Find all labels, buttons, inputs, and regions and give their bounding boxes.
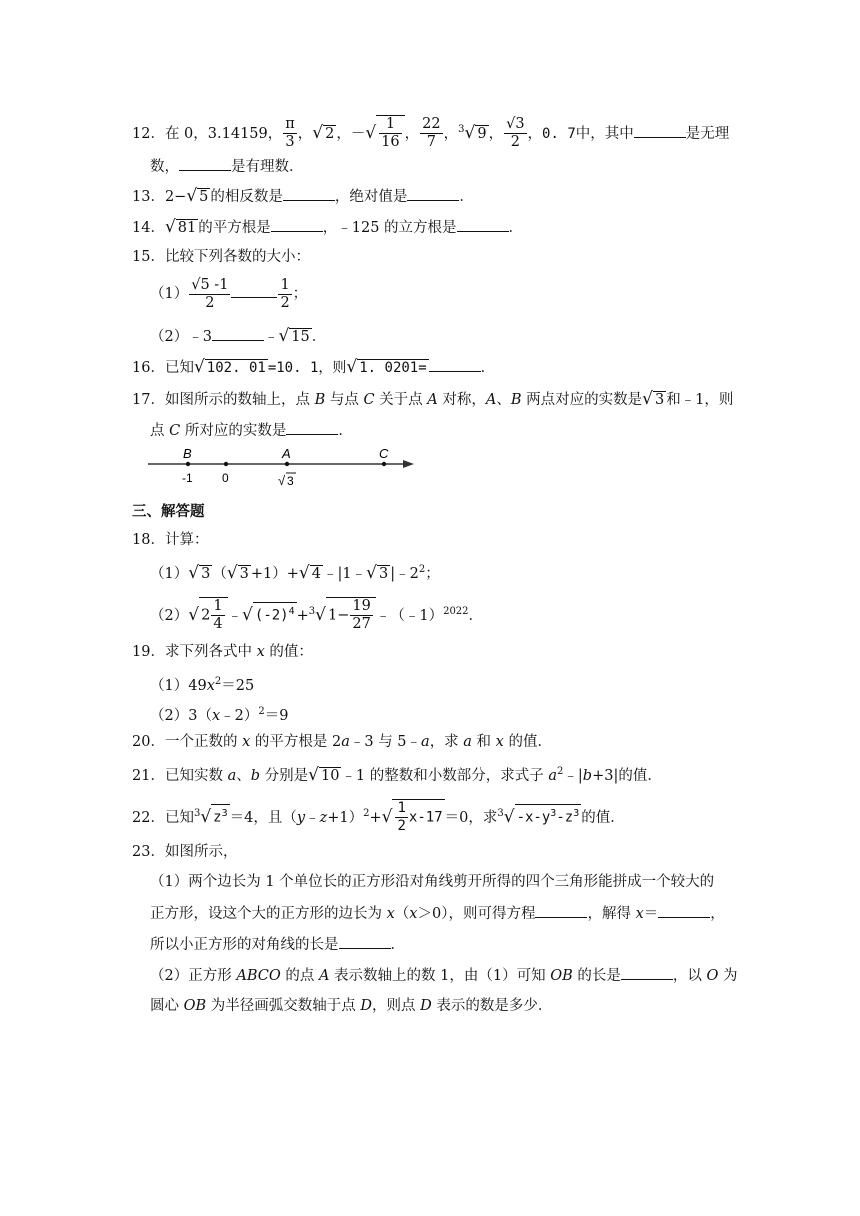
question-14: 14．√ 81 的平方根是 ，﹣125 的立方根是 ．	[132, 217, 524, 237]
repeating-decimal: 0. 7	[542, 125, 576, 142]
label-C: C	[379, 446, 389, 461]
question-19: 19．求下列各式中 x 的值：	[132, 644, 313, 660]
tick-label-sqrt3: 3	[287, 474, 294, 488]
answer-blank[interactable]	[339, 934, 391, 949]
point-B	[186, 462, 190, 466]
question-23-part2-line1: （2）正方形 ABCO 的点 A 表示数轴上的数 1，由（1）可知 OB 的长是 ，以 O 为	[150, 965, 737, 986]
question-23-part1-line2: 正方形，设这个大的正方形的边长为 x（x＞0），则可得方程 ，解得 x＝ ，	[150, 903, 725, 924]
sqrt-icon: √	[278, 326, 290, 346]
answer-blank[interactable]	[407, 186, 459, 201]
arrow-icon	[403, 460, 414, 468]
tick-label-minus1: -1	[182, 471, 193, 485]
sqrt-icon: √	[242, 604, 253, 625]
point-A	[285, 462, 289, 466]
cbrt-icon: √	[503, 806, 515, 827]
question-16: 16．已知√ 102. 01 =10. 1，则√ 1. 0201= ．	[132, 357, 496, 377]
question-18-part2: （2）√ 2 $\frac{1}{4}$ ﹣√ $(-2)^4 +^3√$ 1− $\frac{19}{27}$ ﹣（﹣1）$^{2022}$．	[150, 598, 484, 633]
sqrt-icon: √	[366, 562, 377, 583]
answer-blank[interactable]	[179, 156, 231, 171]
sqrt-icon: √	[308, 764, 319, 785]
question-23-part2-line2: 圆心 OB 为半径画弧交数轴于点 D，则点 D 表示的数是多少．	[150, 998, 553, 1014]
cbrt-icon: √	[315, 604, 327, 625]
answer-blank[interactable]	[231, 283, 277, 298]
fraction-sqrt5-minus-1-over-2: $\frac{√5 -1}{2}$	[191, 276, 229, 311]
fraction-1-2: $\frac{1}{2}$	[397, 800, 406, 835]
question-15-part1: （1） $\frac{√5 -1}{2}$ $\frac{1}{2}$ ；	[150, 276, 308, 311]
question-20: 20．一个正数的 x 的平方根是 2a﹣3 与 5﹣a，求 a 和 x 的值．	[132, 734, 552, 750]
question-12-cont: 数， 是有理数．	[150, 156, 304, 177]
fraction-1-4: $\frac{1}{4}$	[213, 598, 223, 633]
answer-blank[interactable]	[535, 903, 587, 918]
answer-blank[interactable]	[634, 123, 686, 138]
cbrt-icon: √	[200, 806, 212, 827]
fraction-19-27: $\frac{19}{27}$	[352, 598, 371, 633]
answer-blank[interactable]	[271, 217, 323, 232]
fraction-1-16: $\frac{1}{16}$	[381, 116, 400, 151]
fraction-22-7: $\frac{22}{7}$	[422, 116, 441, 151]
question-23-part1-line3: 所以小正方形的对角线的长是 ．	[150, 934, 405, 955]
answer-blank[interactable]	[457, 217, 509, 232]
number-line-figure	[140, 442, 425, 492]
label-B: B	[183, 446, 192, 461]
section-heading: 三、解答题	[132, 504, 205, 520]
fraction-1-2: $\frac{1}{2}$	[280, 276, 290, 311]
sqrt-icon: √	[188, 604, 200, 625]
question-19-part1: $(1)49x^2=25$	[150, 676, 255, 694]
label-A: A	[282, 446, 291, 461]
sqrt-icon: √	[312, 122, 324, 143]
question-13: 13．2−√ 5 的相反数是 ，绝对值是 ．	[132, 186, 474, 206]
question-21: 21．已知实数 a、b 分别是√ 10 ﹣1 的整数和小数部分，求式子 $a^2﹣|b+3|$的值．	[132, 764, 662, 785]
sqrt-icon: √	[365, 122, 377, 143]
sqrt-icon: √	[278, 473, 286, 488]
question-18: 18．计算：	[132, 532, 209, 548]
answer-blank[interactable]	[429, 357, 481, 372]
question-23-part1-line1: （1）两个边长为 1 个单位长的正方形沿对角线剪开所得的四个三角形能拼成一个较大的	[150, 874, 715, 890]
answer-blank[interactable]	[283, 186, 335, 201]
question-22: 22．已知$^3$√ $z^3 =4$，且（y﹣z+1）$^2$+√ $\frac{1}{2}$ x-17 ＝0，求$^3$√ $-x-y^3-z^3$ 的值．	[132, 800, 625, 835]
question-17: 17．如图所示的数轴上，点 B 与点 C 关于点 A 对称，A、B 两点对应的实数是√ 3 和﹣1，则	[132, 389, 734, 409]
question-number: 12．	[132, 125, 165, 142]
point-C	[382, 462, 386, 466]
sqrt-icon: √	[346, 357, 358, 377]
question-12: 12．在 0，3.14159， $\frac{\pi}{3}$ ，√ 2 ，－√ $\frac{1}{16}$ ， $\frac{22}{7}$ ，$^3$√ 9 ， $\frac{√3}{2}$ ，0. 7中，其中 是无理	[132, 116, 730, 151]
question-18-part1: （1）√ 3 （√ 3 +1）+√ 4 ﹣|1﹣√ 3 $|﹣2^2$；	[150, 562, 440, 583]
fraction-pi-3: $\frac{\pi}{3}$	[285, 116, 295, 151]
sqrt-icon: √	[193, 357, 205, 377]
sqrt-icon: √	[186, 186, 198, 206]
question-15: 15．比较下列各数的大小：	[132, 249, 310, 265]
sqrt-icon: √	[298, 562, 310, 583]
sqrt-icon: √	[164, 217, 176, 237]
answer-blank[interactable]	[286, 420, 338, 435]
question-19-part2: （2）3（x﹣2）$^2$＝9	[150, 706, 289, 724]
question-17-cont: 点 C 所对应的实数是 ．	[150, 420, 353, 441]
question-23: 23．如图所示，	[132, 844, 238, 860]
sqrt-icon: √	[381, 806, 393, 827]
cbrt-icon: √	[464, 122, 476, 143]
answer-blank[interactable]	[658, 903, 710, 918]
answer-blank[interactable]	[621, 965, 673, 980]
sqrt-icon: √	[226, 562, 238, 583]
fraction-sqrt3-2: $\frac{√3}{2}$	[506, 116, 525, 151]
tick-label-0: 0	[222, 471, 229, 485]
sqrt-icon: √	[642, 389, 653, 409]
question-15-part2: （2）﹣3 ﹣√ 15 ．	[150, 326, 327, 346]
point-0	[224, 462, 228, 466]
sqrt-icon: √	[188, 562, 200, 583]
answer-blank[interactable]	[212, 326, 264, 341]
